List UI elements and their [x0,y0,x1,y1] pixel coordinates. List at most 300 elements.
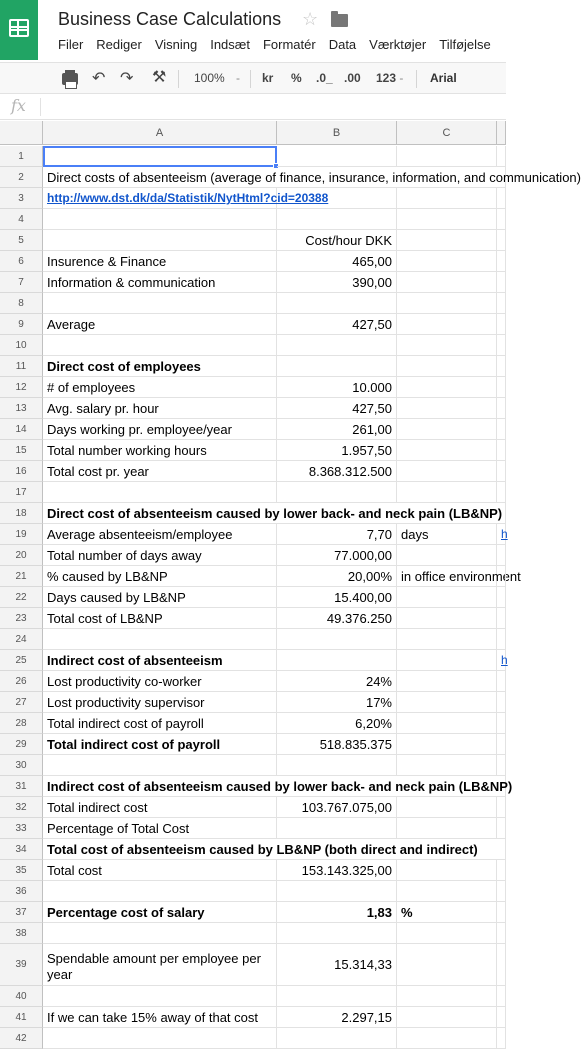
table-row [0,713,506,734]
cell-b[interactable]: 261,00 [277,419,397,440]
cell-c[interactable] [397,398,497,419]
cell-d[interactable] [497,251,506,272]
table-row [0,524,506,545]
cell-a-text: Percentage cost of salary [47,904,205,920]
cell-b[interactable]: 15.314,33 [277,944,397,986]
star-icon[interactable]: ☆ [302,9,319,29]
cell-b[interactable]: 17% [277,692,397,713]
cell-d[interactable] [497,986,506,1007]
cell-b[interactable]: 465,00 [277,251,397,272]
print-icon[interactable] [62,73,78,85]
cell-d[interactable] [497,377,506,398]
cell-c[interactable] [397,272,497,293]
cell-d[interactable] [497,860,506,881]
cell-d[interactable] [497,146,506,167]
cell-a[interactable] [43,986,277,1007]
more-formats-button[interactable]: 123 - [376,71,404,85]
cell-c[interactable] [397,818,497,839]
row-header[interactable]: 6 [0,251,43,272]
cell-c[interactable]: % [397,902,497,923]
decrease-decimal-button[interactable]: .0_ [316,71,333,85]
document-title[interactable]: Business Case Calculations [58,9,282,29]
cell-b[interactable]: 103.767.075,00 [277,797,397,818]
cell-c[interactable] [397,755,497,776]
cell-c[interactable]: in office environment [397,566,497,587]
table-row [0,503,506,524]
menu-insert[interactable]: Indsæt [210,37,250,52]
table-row [0,1028,506,1049]
cell-a-text: Insurence & Finance [47,253,167,269]
table-row [0,293,506,314]
cell-d[interactable] [497,692,506,713]
row-header[interactable]: 34 [0,839,43,860]
row-header[interactable]: 38 [0,923,43,944]
table-row [0,860,506,881]
cell-c[interactable] [397,797,497,818]
cell-d[interactable] [497,944,506,986]
increase-decimal-button[interactable]: .00 [344,71,361,85]
cell-a[interactable] [43,755,277,776]
menu-tools[interactable]: Værktøjer [369,37,427,52]
cell-c[interactable] [397,335,497,356]
cell-c[interactable] [397,293,497,314]
table-row [0,671,506,692]
cell-d[interactable] [497,230,506,251]
row-header[interactable]: 13 [0,398,43,419]
table-row [0,398,506,419]
table-row [0,419,506,440]
formula-bar [0,94,506,120]
column-header-d[interactable] [497,121,506,145]
cell-a[interactable] [43,671,277,692]
row-header[interactable]: 40 [0,986,43,1007]
cell-c[interactable] [397,1028,497,1049]
table-row [0,818,506,839]
cell-a-text: Direct cost of employees [47,358,201,374]
cell-a-text: Spendable amount per employee per year [47,951,261,982]
cell-d[interactable] [497,524,506,545]
table-row [0,230,506,251]
cell-a[interactable] [43,293,277,314]
cell-a-text: Total cost [47,862,102,878]
row-header[interactable]: 4 [0,209,43,230]
table-row [0,629,506,650]
row-header[interactable]: 27 [0,692,43,713]
row-header[interactable]: 5 [0,230,43,251]
cell-b[interactable]: 390,00 [277,272,397,293]
cell-b[interactable] [277,146,397,167]
cell-a-text: Total indirect cost of payroll [47,715,204,731]
cell-c[interactable] [397,188,497,209]
row-header[interactable]: 30 [0,755,43,776]
row-header[interactable]: 37 [0,902,43,923]
row-header[interactable]: 14 [0,419,43,440]
menu-format[interactable]: Formatér [262,37,316,52]
cell-a[interactable] [43,797,277,818]
row-header[interactable]: 10 [0,335,43,356]
cell-b[interactable] [277,209,397,230]
cell-d[interactable] [497,881,506,902]
cell-a[interactable] [43,251,277,272]
table-row [0,608,506,629]
cell-a[interactable] [43,545,277,566]
cell-a-text: Indirect cost of absenteeism caused by lower back- and neck pain (LB&NP) [47,778,513,794]
cell-a[interactable] [43,902,277,923]
toolbar [0,62,506,94]
row-header[interactable]: 2 [0,167,43,188]
cell-c[interactable] [397,545,497,566]
column-header-a[interactable]: A [43,121,277,145]
cell-d[interactable] [497,293,506,314]
cell-a-text: Days caused by LB&NP [47,589,186,605]
menu-edit[interactable]: Rediger [96,37,142,52]
cell-c[interactable] [397,923,497,944]
row-header[interactable]: 24 [0,629,43,650]
cell-d[interactable] [497,566,506,587]
cell-d[interactable] [497,671,506,692]
cell-a-text: Lost productivity co-worker [47,673,202,689]
cell-a[interactable] [43,587,277,608]
cell-d[interactable] [497,608,506,629]
cell-d[interactable] [497,482,506,503]
cell-a[interactable] [43,608,277,629]
cell-c[interactable] [397,734,497,755]
row-header[interactable]: 19 [0,524,43,545]
cell-b[interactable]: 427,50 [277,314,397,335]
menu-view[interactable]: Visning [154,37,198,52]
cell-c[interactable] [397,1007,497,1028]
cell-b[interactable]: 8.368.312.500 [277,461,397,482]
row-header[interactable]: 7 [0,272,43,293]
cell-a[interactable] [43,272,277,293]
cell-a-text: http://www.dst.dk/da/Statistik/NytHtml?cid=20388 [47,191,329,205]
cell-d[interactable] [497,587,506,608]
column-header-c[interactable]: C [397,121,497,145]
cell-c[interactable] [397,440,497,461]
cell-a[interactable] [43,230,277,251]
cell-a[interactable] [43,629,277,650]
fx-icon: fx [11,96,26,115]
cell-a[interactable] [43,419,277,440]
table-row [0,902,506,923]
cell-b[interactable]: 24% [277,671,397,692]
row-header[interactable]: 39 [0,944,43,986]
paint-format-icon[interactable]: ⚒ [152,69,167,86]
cell-b[interactable] [277,755,397,776]
cell-d[interactable] [497,419,506,440]
cell-b[interactable]: 153.143.325,00 [277,860,397,881]
cell-a-text: Total cost pr. year [47,463,149,479]
cell-b[interactable] [277,923,397,944]
cell-a[interactable] [43,146,277,167]
cell-d[interactable] [497,902,506,923]
row-header[interactable]: 23 [0,608,43,629]
cell-b[interactable]: 10.000 [277,377,397,398]
cell-a-text: Days working pr. employee/year [47,421,232,437]
cell-d[interactable] [497,839,506,860]
cell-a-text: % caused by LB&NP [47,568,168,584]
cell-d[interactable] [497,461,506,482]
cell-a[interactable] [43,356,277,377]
cell-c[interactable] [397,629,497,650]
cell-d[interactable] [497,650,506,671]
table-row [0,272,506,293]
cell-a[interactable] [43,923,277,944]
table-row [0,314,506,335]
row-header[interactable]: 1 [0,146,43,167]
table-row [0,1007,506,1028]
cell-b[interactable] [277,482,397,503]
row-header[interactable]: 21 [0,566,43,587]
cell-a[interactable] [43,776,513,797]
table-row [0,188,506,209]
row-header[interactable]: 18 [0,503,43,524]
undo-icon[interactable]: ↶ [92,70,106,87]
row-header[interactable]: 22 [0,587,43,608]
cell-d[interactable] [497,314,506,335]
cell-b[interactable] [277,986,397,1007]
cell-c[interactable] [397,671,497,692]
table-row [0,461,506,482]
row-header[interactable]: 33 [0,818,43,839]
table-row [0,251,506,272]
cell-c[interactable] [397,713,497,734]
cell-b[interactable]: 7,70 [277,524,397,545]
cell-a-text: Average [47,316,96,332]
cell-d-link[interactable]: h [501,653,508,667]
cell-b[interactable]: 1.957,50 [277,440,397,461]
cell-d[interactable] [497,188,506,209]
cell-a[interactable] [43,692,277,713]
cell-c[interactable] [397,587,497,608]
cell-a[interactable] [43,881,277,902]
menu-data[interactable]: Data [328,37,357,52]
table-row [0,335,506,356]
row-header[interactable]: 15 [0,440,43,461]
row-header[interactable]: 17 [0,482,43,503]
cell-a[interactable] [43,1028,277,1049]
row-header[interactable]: 31 [0,776,43,797]
cell-a-text: Total number working hours [47,442,207,458]
cell-c[interactable] [397,377,497,398]
cell-b[interactable] [277,293,397,314]
cell-a[interactable] [43,818,277,839]
cell-b[interactable] [277,1028,397,1049]
cell-a[interactable] [43,734,277,755]
cell-a-text: Direct costs of absenteeism (average of finance, insurance, information, and communication) [47,169,581,185]
table-row [0,167,581,188]
cell-d[interactable] [497,335,506,356]
row-header[interactable]: 26 [0,671,43,692]
cell-a[interactable] [43,524,277,545]
cell-b[interactable] [277,188,397,209]
cell-d[interactable] [497,818,506,839]
table-row [0,440,506,461]
row-header[interactable]: 12 [0,377,43,398]
table-row [0,755,506,776]
cell-d[interactable] [497,440,506,461]
currency-format-button[interactable]: kr [262,71,274,85]
font-select[interactable]: Arial [430,71,457,85]
cell-a[interactable] [43,461,277,482]
cell-a[interactable] [43,566,277,587]
cell-d[interactable] [497,209,506,230]
row-header[interactable]: 28 [0,713,43,734]
cell-a-text: Total cost of absenteeism caused by LB&NP (both direct and indirect) [47,841,478,857]
cell-c[interactable] [397,482,497,503]
cell-a[interactable] [43,860,277,881]
cell-a[interactable] [43,440,277,461]
table-row [0,692,506,713]
cell-c[interactable] [397,230,497,251]
table-row [0,776,513,797]
cell-d[interactable] [497,923,506,944]
cell-a[interactable] [43,314,277,335]
cell-a-text: Total cost of LB&NP [47,610,163,626]
cell-d[interactable] [497,398,506,419]
cell-d[interactable] [497,1028,506,1049]
cell-d[interactable] [497,755,506,776]
cell-c[interactable] [397,314,497,335]
menu-file[interactable]: Filer [58,37,84,52]
select-all-corner[interactable] [0,121,43,145]
cell-c[interactable] [397,419,497,440]
cell-b[interactable]: 77.000,00 [277,545,397,566]
cell-a[interactable] [43,188,329,209]
cell-c[interactable] [397,860,497,881]
cell-a-text: Total number of days away [47,547,202,563]
cell-d[interactable] [497,545,506,566]
cell-a[interactable] [43,650,277,671]
table-row [0,944,506,986]
row-header[interactable]: 32 [0,797,43,818]
cell-d[interactable] [497,713,506,734]
row-header[interactable]: 16 [0,461,43,482]
cell-c[interactable] [397,986,497,1007]
cell-a[interactable] [43,839,478,860]
cell-a[interactable] [43,944,277,986]
cell-a[interactable] [43,167,581,188]
cell-a-text: Total indirect cost [47,799,148,815]
cell-a[interactable] [43,503,503,524]
cell-b[interactable]: 2.297,15 [277,1007,397,1028]
cell-a[interactable] [43,377,277,398]
cell-a-text: Information & communication [47,274,216,290]
row-header[interactable]: 3 [0,188,43,209]
row-header[interactable]: 8 [0,293,43,314]
table-row [0,797,506,818]
cell-c[interactable] [397,146,497,167]
row-header[interactable]: 36 [0,881,43,902]
menu-bar [58,37,504,52]
table-row [0,566,521,587]
cell-a-text: Direct cost of absenteeism caused by lower back- and neck pain (LB&NP) [47,505,503,521]
redo-icon[interactable]: ↷ [120,70,134,87]
cell-a-text: Average absenteeism/employee [47,526,233,542]
row-header[interactable]: 42 [0,1028,43,1049]
cell-a-text: Total indirect cost of payroll [47,736,221,752]
app-header [0,0,506,62]
cell-c[interactable] [397,881,497,902]
cell-b[interactable]: 427,50 [277,398,397,419]
cell-a-text: Percentage of Total Cost [47,820,190,836]
cell-d[interactable] [497,1007,506,1028]
cell-a[interactable] [43,209,277,230]
cell-c[interactable] [397,461,497,482]
cell-a[interactable] [43,482,277,503]
cell-b[interactable]: 518.835.375 [277,734,397,755]
cell-c[interactable] [397,692,497,713]
cell-b[interactable] [277,335,397,356]
cell-b[interactable] [277,629,397,650]
table-row [0,734,506,755]
folder-icon[interactable] [331,14,348,27]
cell-b[interactable]: Cost/hour DKK [277,230,397,251]
row-header[interactable]: 20 [0,545,43,566]
cell-d[interactable] [497,734,506,755]
row-header[interactable]: 41 [0,1007,43,1028]
cell-a[interactable] [43,713,277,734]
table-row [0,146,506,167]
cell-c[interactable] [397,608,497,629]
cell-b[interactable]: 20,00% [277,566,397,587]
cell-d[interactable] [497,272,506,293]
table-row [0,377,506,398]
table-row [0,587,506,608]
menu-addons[interactable]: Tilføjelse [439,37,491,52]
row-header[interactable]: 25 [0,650,43,671]
cell-a[interactable] [43,398,277,419]
cell-b[interactable]: 15.400,00 [277,587,397,608]
row-header[interactable]: 11 [0,356,43,377]
cell-c[interactable]: days [397,524,497,545]
cell-c[interactable] [397,944,497,986]
row-header[interactable]: 35 [0,860,43,881]
cell-d-link[interactable]: h [501,527,508,541]
table-row [0,923,506,944]
table-row [0,986,506,1007]
row-header[interactable]: 29 [0,734,43,755]
cell-a-text: Indirect cost of absenteeism [47,652,223,668]
cell-b[interactable] [277,818,397,839]
cell-a[interactable] [43,1007,277,1028]
zoom-select[interactable]: 100% - [194,71,241,85]
cell-b[interactable]: 1,83 [277,902,397,923]
cell-b[interactable]: 49.376.250 [277,608,397,629]
column-header-b[interactable]: B [277,121,397,145]
cell-b[interactable] [277,356,397,377]
cell-c[interactable] [397,209,497,230]
row-header[interactable]: 9 [0,314,43,335]
table-row [0,545,506,566]
table-row [0,482,506,503]
cell-d[interactable] [497,356,506,377]
sheets-logo-icon[interactable] [0,0,38,60]
table-row [0,209,506,230]
cell-b[interactable] [277,650,397,671]
cell-b[interactable] [277,881,397,902]
cell-d[interactable] [497,629,506,650]
cell-b[interactable]: 6,20% [277,713,397,734]
cell-a-text: # of employees [47,379,136,395]
cell-c[interactable] [397,251,497,272]
percent-format-button[interactable]: % [291,71,302,85]
cell-c[interactable] [397,356,497,377]
cell-c[interactable] [397,650,497,671]
cell-a[interactable] [43,335,277,356]
cell-d[interactable] [497,797,506,818]
cell-a-text: If we can take 15% away of that cost [47,1009,259,1025]
